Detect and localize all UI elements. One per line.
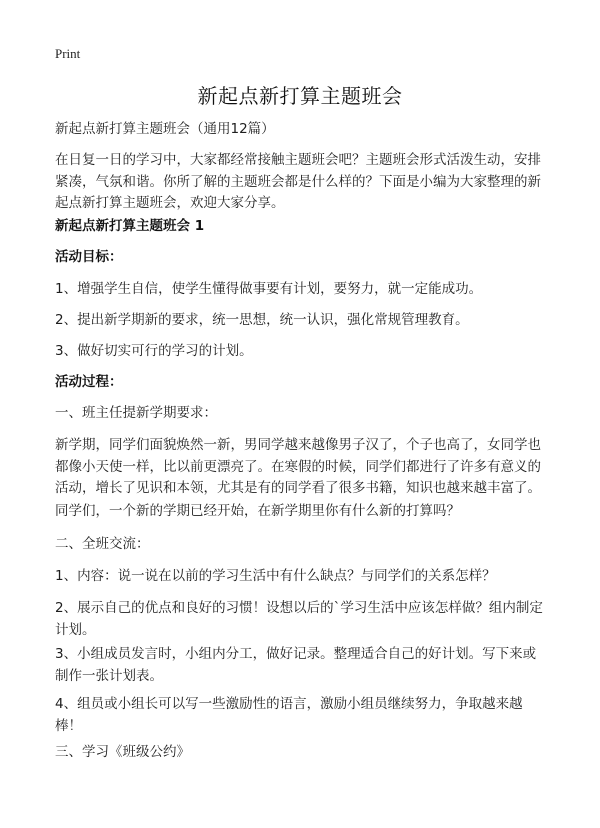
step2-item: 2、展示自己的优点和良好的习惯！设想以后的`学习生活中应该怎样做？组内制定计划。: [55, 600, 543, 638]
step1-question: 同学们，一个新的学期已经开始，在新学期里你有什么新的打算吗？: [55, 503, 460, 519]
page-title: 新起点新打算主题班会: [197, 84, 403, 108]
section-title: 新起点新打算主题班会 1: [55, 218, 205, 234]
print-label: Print: [55, 46, 81, 61]
step3-heading: 三、学习《班级公约》: [55, 744, 190, 760]
step1-heading: 一、班主任提新学期要求：: [55, 405, 217, 421]
goal-item: 1、增强学生自信，使学生懂得做事要有计划，要努力，就一定能成功。: [55, 281, 483, 297]
step2-heading: 二、全班交流：: [55, 536, 150, 552]
document-subtitle: 新起点新打算主题班会（通用12篇）: [55, 121, 275, 137]
process-heading: 活动过程：: [55, 374, 123, 390]
goal-item: 2、提出新学期新的要求，统一思想，统一认识，强化常规管理教育。: [55, 312, 469, 328]
step1-paragraph: 新学期，同学们面貌焕然一新，男同学越来越像男子汉了，个子也高了，女同学也都像小天使一样，比以前更漂亮了。在寒假的时候，同学们都进行了许多有意义的活动，增长了见识和本领，尤其是有的同学看了很多书籍，知识也越来越丰富了。: [55, 437, 541, 496]
goal-item: 3、做好切实可行的学习的计划。: [55, 343, 253, 359]
step2-item: 3、小组成员发言时，小组内分工，做好记录。整理适合自己的好计划。写下来或制作一张计划表。: [55, 646, 537, 684]
intro-paragraph: 在日复一日的学习中，大家都经常接触主题班会吧？主题班会形式活泼生动，安排紧凑，气氛和谐。你所了解的主题班会都是什么样的？下面是小编为大家整理的新起点新打算主题班会，欢迎大家分享。: [55, 152, 541, 211]
goals-heading: 活动目标：: [55, 249, 123, 265]
step2-item: 1、内容：说一说在以前的学习生活中有什么缺点？与同学们的关系怎样？: [55, 568, 496, 584]
step2-item: 4、组员或小组长可以写一些激励性的语言，激励小组员继续努力，争取越来越棒！: [55, 696, 523, 734]
